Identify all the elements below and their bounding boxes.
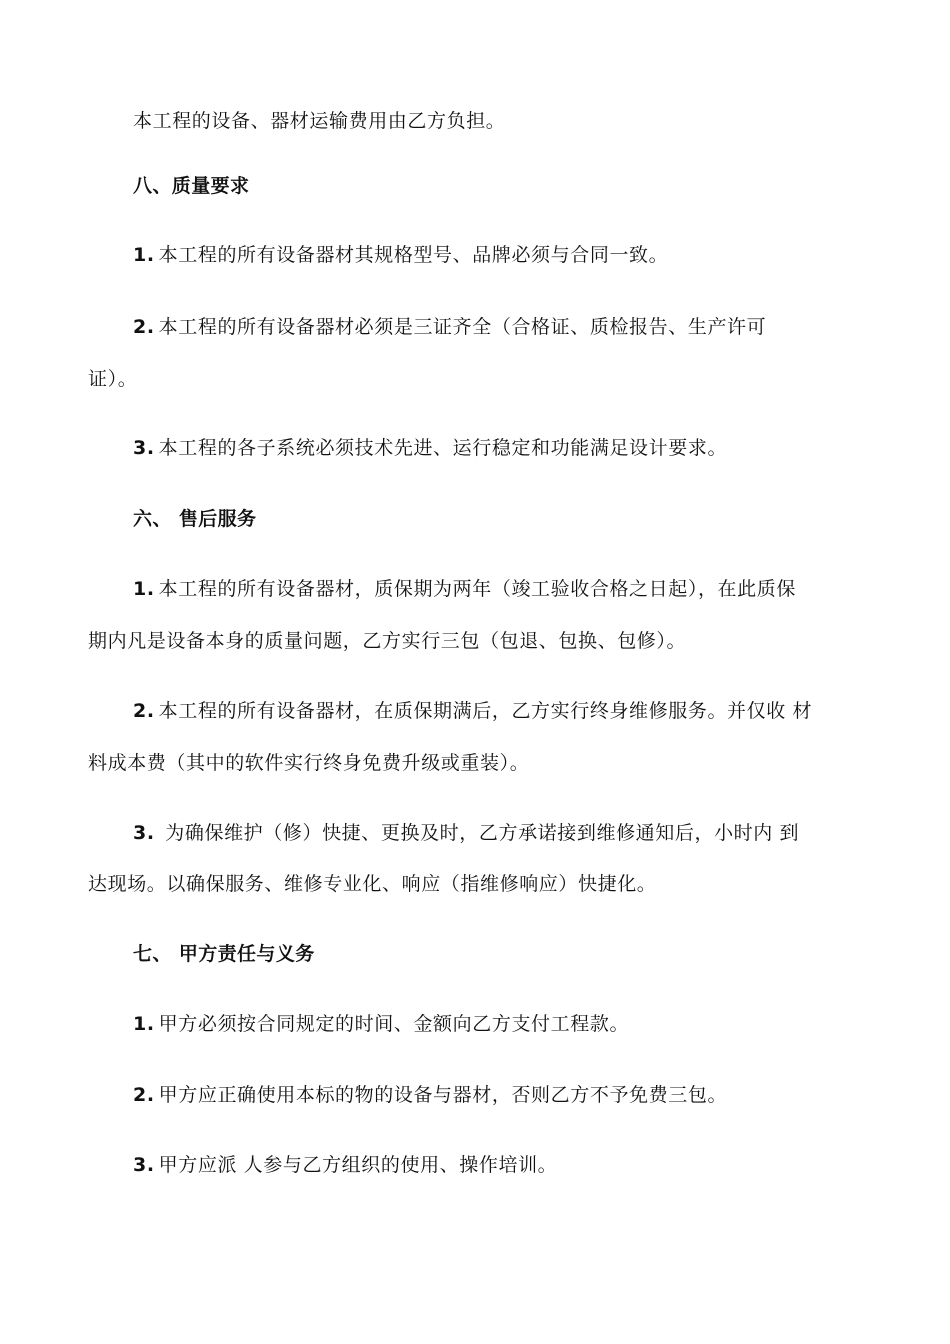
- item-text: 甲方应派 人参与乙方组织的使用、操作培训。: [158, 1154, 558, 1176]
- item-number: 2.: [133, 1084, 155, 1106]
- item-text: 甲方必须按合同规定的时间、金额向乙方支付工程款。: [158, 1013, 630, 1035]
- quality-item-3: [133, 435, 727, 461]
- item-number: 1.: [133, 244, 155, 266]
- service-item-3: [133, 820, 799, 846]
- service-item-3-continuation: [88, 871, 656, 897]
- quality-item-2-continuation: [88, 366, 137, 392]
- item-text: 本工程的所有设备器材，质保期为两年（竣工验收合格之日起），在此质保: [158, 578, 796, 600]
- item-text: 本工程的所有设备器材必须是三证齐全（合格证、质检报告、生产许可: [158, 316, 767, 338]
- item-number: 2.: [133, 316, 155, 338]
- item-number: 1.: [133, 1013, 155, 1035]
- item-text-continuation: 期内凡是设备本身的质量问题，乙方实行三包（包退、包换、包修）。: [88, 630, 687, 652]
- service-item-2: [133, 698, 812, 724]
- service-item-1-continuation: [88, 628, 686, 654]
- item-text: 甲方应正确使用本标的物的设备与器材，否则乙方不予免费三包。: [158, 1084, 728, 1106]
- item-number: 3.: [133, 1154, 155, 1176]
- service-item-2-continuation: [88, 750, 529, 776]
- party-a-item-2: [133, 1082, 727, 1108]
- section-heading-party-a: [133, 941, 315, 967]
- quality-item-1: [133, 242, 668, 268]
- paragraph-text: 本工程的设备、器材运输费用由乙方负担。: [133, 110, 506, 132]
- item-text: 本工程的所有设备器材其规格型号、品牌必须与合同一致。: [158, 244, 669, 266]
- section-heading-quality: [133, 173, 249, 199]
- party-a-item-1: [133, 1011, 629, 1037]
- item-number: 1.: [133, 578, 155, 600]
- item-text-continuation: 证）。: [88, 368, 138, 390]
- item-text: 为确保维护（修）快捷、更换及时，乙方承诺接到维修通知后，小时内 到: [158, 822, 800, 844]
- item-number: 2.: [133, 700, 155, 722]
- section-heading-service: [133, 506, 256, 532]
- item-text: 本工程的各子系统必须技术先进、运行稳定和功能满足设计要求。: [158, 437, 728, 459]
- heading-text: 七、 甲方责任与义务: [133, 943, 315, 965]
- party-a-item-3: [133, 1152, 557, 1178]
- item-number: 3.: [133, 437, 155, 459]
- item-text-continuation: 料成本费（其中的软件实行终身免费升级或重装）。: [88, 752, 530, 774]
- heading-text: 六、 售后服务: [133, 508, 257, 530]
- item-text-continuation: 达现场。以确保服务、维修专业化、响应（指维修响应）快捷化。: [88, 873, 657, 895]
- item-text: 本工程的所有设备器材，在质保期满后，乙方实行终身维修服务。并仅收 材: [158, 700, 813, 722]
- heading-text: 八、质量要求: [133, 175, 250, 197]
- service-item-1: [133, 576, 796, 602]
- paragraph-transport: [133, 108, 505, 134]
- quality-item-2: [133, 314, 766, 340]
- item-number: 3.: [133, 822, 155, 844]
